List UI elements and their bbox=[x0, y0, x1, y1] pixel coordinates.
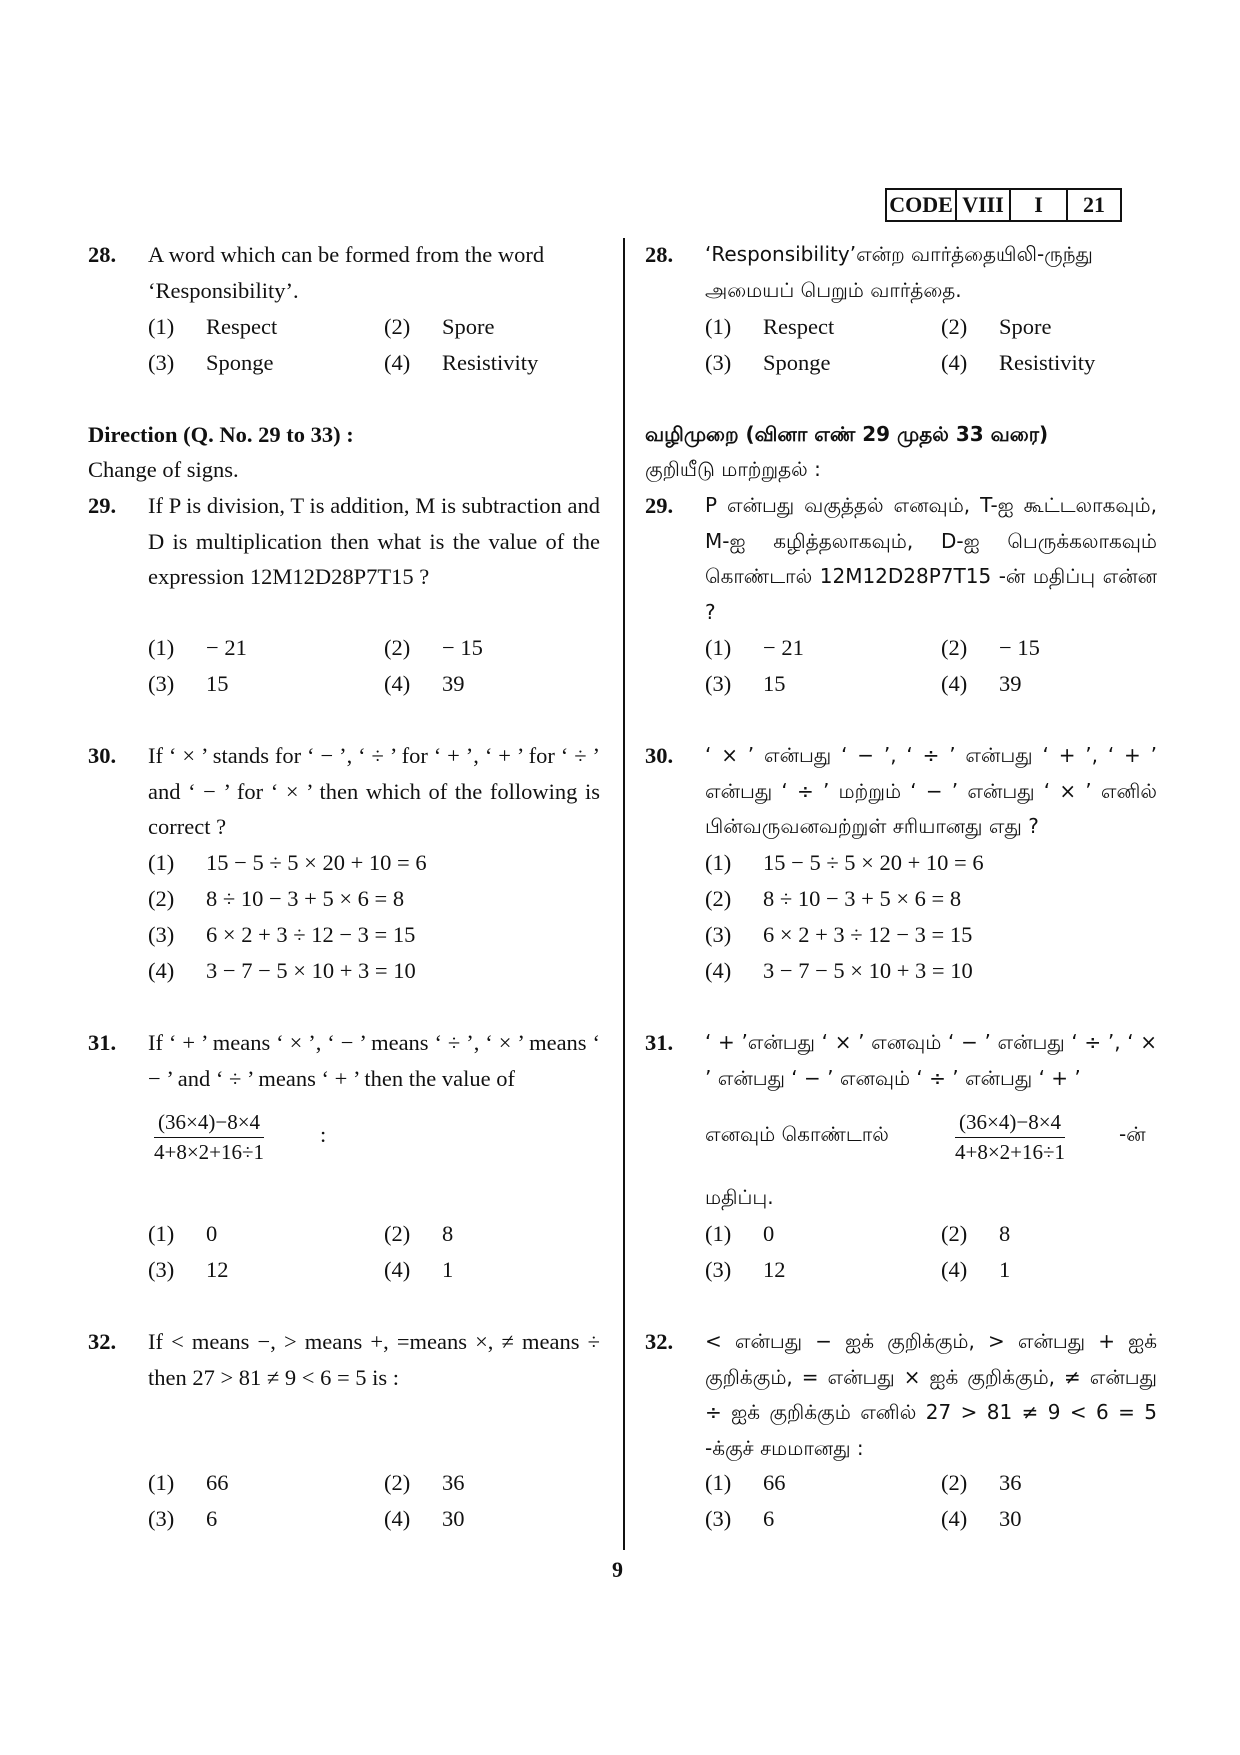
q30-ta-opt4: 3 − 7 − 5 × 10 + 3 = 10 bbox=[763, 958, 973, 983]
q31-fraction bbox=[150, 1110, 268, 1165]
q32-ta-opt4: 30 bbox=[999, 1506, 1022, 1531]
q32-ta-opt2: 36 bbox=[999, 1470, 1022, 1495]
q31-stem: If ‘ + ’ means ‘ × ’, ‘ − ’ means ‘ ÷ ’, ‘ × ’ means ‘ − ’ and ‘ ÷ ’ means ‘ + ’ then the value of bbox=[148, 1030, 600, 1091]
q28-ta-opt2: Spore bbox=[999, 314, 1052, 339]
q31-opt2: 8 bbox=[442, 1221, 454, 1246]
q32-stem: If < means −, > means +, =means ×, ≠ means ÷ then 27 > 81 ≠ 9 < 6 = 5 is : bbox=[148, 1329, 600, 1390]
q31-opt3: 12 bbox=[206, 1257, 229, 1282]
q28-ta-stem: ‘Responsibility’என்ற வார்த்தையிலி-ருந்து அமையப் பெறும் வார்த்தை. bbox=[705, 242, 1093, 302]
q32-opt1-label: (1) bbox=[148, 1470, 175, 1495]
q28-opt3: Sponge bbox=[206, 350, 274, 375]
q28-ta-opt3: Sponge bbox=[763, 350, 831, 375]
q31-ta-stem: ‘ + ’என்பது ‘ × ’ எனவும் ‘ − ’ என்பது ‘ ÷ ’, ‘ × ’ என்பது ‘ − ’ எனவும் ‘ ÷ ’ என்பது ‘ + ’ bbox=[705, 1030, 1157, 1090]
q32-ta-opt3-label: (3) bbox=[705, 1506, 732, 1531]
q31-opt3-label: (3) bbox=[148, 1257, 175, 1282]
q28-ta-opt1-label: (1) bbox=[705, 314, 732, 339]
q31-ta-stem3: மதிப்பு. bbox=[705, 1185, 774, 1209]
q30-opt2-label: (2) bbox=[148, 886, 175, 911]
q32-ta-opt1-label: (1) bbox=[705, 1470, 732, 1495]
page-number: 9 bbox=[612, 1557, 623, 1582]
q30-ta-opt2: 8 ÷ 10 − 3 + 5 × 6 = 8 bbox=[763, 886, 962, 911]
q28-ta-opt3-label: (3) bbox=[705, 350, 732, 375]
q31-fraction-denominator: 4+8×2+16÷1 bbox=[154, 1140, 265, 1164]
q30-ta-opt4-label: (4) bbox=[705, 958, 732, 983]
q30-number: 30. bbox=[88, 743, 117, 768]
q32-ta-opt4-label: (4) bbox=[941, 1506, 968, 1531]
q32-ta-opt1: 66 bbox=[763, 1470, 786, 1495]
q29-opt3-label: (3) bbox=[148, 671, 175, 696]
q30-ta-opt1-label: (1) bbox=[705, 850, 732, 875]
q32-opt3: 6 bbox=[206, 1506, 218, 1531]
q29-ta-opt3: 15 bbox=[763, 671, 786, 696]
q29-ta-opt4-label: (4) bbox=[941, 671, 968, 696]
q31-opt1-label: (1) bbox=[148, 1221, 175, 1246]
q29-number: 29. bbox=[88, 493, 117, 518]
q31-ta-opt3-label: (3) bbox=[705, 1257, 732, 1282]
q29-opt1: − 21 bbox=[206, 635, 247, 660]
q30-stem: If ‘ × ’ stands for ‘ − ’, ‘ ÷ ’ for ‘ + ’, ‘ + ’ for ‘ ÷ ’ and ‘ − ’ for ‘ × ’ then which of the following is correct ? bbox=[148, 743, 600, 839]
q30-opt3-label: (3) bbox=[148, 922, 175, 947]
q32-opt3-label: (3) bbox=[148, 1506, 175, 1531]
q32-opt2: 36 bbox=[442, 1470, 465, 1495]
q29-opt2: − 15 bbox=[442, 635, 483, 660]
direction-subtitle: Change of signs. bbox=[88, 457, 239, 482]
q31-ta-opt2: 8 bbox=[999, 1221, 1011, 1246]
q32-ta-stem: < என்பது − ஐக் குறிக்கும், > என்பது + ஐக் குறிக்கும், = என்பது × ஐக் குறிக்கும், ≠ என்பது ÷ ஐக் குறிக்கும் எனில் 27 > 81 ≠ 9 < 6 = 5 -க்குச் சமமானது : bbox=[705, 1329, 1157, 1460]
q31-opt2-label: (2) bbox=[384, 1221, 411, 1246]
q28-number: 28. bbox=[88, 242, 117, 267]
direction-ta-subtitle: குறியீடு மாற்றுதல் : bbox=[645, 457, 821, 481]
q30-opt4: 3 − 7 − 5 × 10 + 3 = 10 bbox=[206, 958, 416, 983]
direction-ta-title: வழிமுறை (வினா எண் 29 முதல் 33 வரை) bbox=[645, 422, 1049, 446]
q29-ta-opt1-label: (1) bbox=[705, 635, 732, 660]
q28-opt4: Resistivity bbox=[442, 350, 539, 375]
q28-opt4-label: (4) bbox=[384, 350, 411, 375]
q29-opt4-label: (4) bbox=[384, 671, 411, 696]
code-page: 21 bbox=[1066, 190, 1120, 220]
q31-ta-number: 31. bbox=[645, 1030, 674, 1055]
q32-ta-number: 32. bbox=[645, 1329, 674, 1354]
q31-ta-fraction-numerator: (36×4)−8×4 bbox=[955, 1110, 1065, 1138]
q30-ta-opt3-label: (3) bbox=[705, 922, 732, 947]
q32-opt2-label: (2) bbox=[384, 1470, 411, 1495]
q28-opt2: Spore bbox=[442, 314, 495, 339]
q31-opt4-label: (4) bbox=[384, 1257, 411, 1282]
code-paper: I bbox=[1009, 190, 1066, 220]
q29-stem: If P is division, T is addition, M is subtraction and D is multiplication then what is the value of the expression 12M12D28P7T15 ? bbox=[148, 493, 600, 589]
q30-ta-opt1: 15 − 5 ÷ 5 × 20 + 10 = 6 bbox=[763, 850, 984, 875]
code-box bbox=[885, 188, 1122, 222]
q28-ta-number: 28. bbox=[645, 242, 674, 267]
q28-opt2-label: (2) bbox=[384, 314, 411, 339]
q31-ta-opt4-label: (4) bbox=[941, 1257, 968, 1282]
q28-opt1: Respect bbox=[206, 314, 278, 339]
q32-opt4-label: (4) bbox=[384, 1506, 411, 1531]
q31-ta-suffix: -ன் bbox=[1119, 1122, 1146, 1146]
q29-ta-opt4: 39 bbox=[999, 671, 1022, 696]
q32-ta-opt2-label: (2) bbox=[941, 1470, 968, 1495]
q31-ta-fraction-denominator: 4+8×2+16÷1 bbox=[955, 1140, 1066, 1164]
q30-ta-stem: ‘ × ’ என்பது ‘ − ’, ‘ ÷ ’ என்பது ‘ + ’, ‘ + ’ என்பது ‘ ÷ ’ மற்றும் ‘ − ’ என்பது ‘ × ’ எனில் பின்வருவனவற்றுள் சரியானது எது ? bbox=[705, 743, 1157, 838]
q30-opt1-label: (1) bbox=[148, 850, 175, 875]
q30-opt4-label: (4) bbox=[148, 958, 175, 983]
code-label: CODE bbox=[889, 192, 953, 217]
q29-ta-number: 29. bbox=[645, 493, 674, 518]
q31-ta-opt1-label: (1) bbox=[705, 1221, 732, 1246]
q30-opt3: 6 × 2 + 3 ÷ 12 − 3 = 15 bbox=[206, 922, 416, 947]
q31-ta-fraction bbox=[951, 1110, 1069, 1165]
q28-stem: A word which can be formed from the word ‘Responsibility’. bbox=[148, 242, 545, 303]
q31-ta-opt2-label: (2) bbox=[941, 1221, 968, 1246]
q31-opt4: 1 bbox=[442, 1257, 454, 1282]
q29-ta-opt3-label: (3) bbox=[705, 671, 732, 696]
q29-ta-stem: P என்பது வகுத்தல் எனவும், T-ஐ கூட்டலாகவும், M-ஐ கழித்தலாகவும், D-ஐ பெருக்கலாகவும் கொண்டால் 12M12D28P7T15 -ன் மதிப்பு என்ன ? bbox=[705, 493, 1157, 624]
q30-ta-opt3: 6 × 2 + 3 ÷ 12 − 3 = 15 bbox=[763, 922, 973, 947]
q31-ta-stem2: எனவும் கொண்டால் bbox=[705, 1122, 889, 1146]
q31-number: 31. bbox=[88, 1030, 117, 1055]
q32-ta-opt3: 6 bbox=[763, 1506, 775, 1531]
q29-ta-opt1: − 21 bbox=[763, 635, 804, 660]
q28-ta-opt1: Respect bbox=[763, 314, 835, 339]
q31-ta-opt4: 1 bbox=[999, 1257, 1011, 1282]
q28-opt1-label: (1) bbox=[148, 314, 175, 339]
q29-opt1-label: (1) bbox=[148, 635, 175, 660]
q30-opt2: 8 ÷ 10 − 3 + 5 × 6 = 8 bbox=[206, 886, 405, 911]
q29-opt2-label: (2) bbox=[384, 635, 411, 660]
q28-ta-opt4-label: (4) bbox=[941, 350, 968, 375]
q31-colon: : bbox=[320, 1122, 327, 1147]
q32-number: 32. bbox=[88, 1329, 117, 1354]
q29-opt3: 15 bbox=[206, 671, 229, 696]
q29-ta-opt2: − 15 bbox=[999, 635, 1040, 660]
q31-ta-opt1: 0 bbox=[763, 1221, 775, 1246]
q32-opt4: 30 bbox=[442, 1506, 465, 1531]
code-class: VIII bbox=[955, 190, 1009, 220]
q31-opt1: 0 bbox=[206, 1221, 218, 1246]
q29-opt4: 39 bbox=[442, 671, 465, 696]
q31-fraction-numerator: (36×4)−8×4 bbox=[154, 1110, 264, 1138]
q31-ta-opt3: 12 bbox=[763, 1257, 786, 1282]
direction-title: Direction (Q. No. 29 to 33) : bbox=[88, 422, 354, 447]
column-divider bbox=[623, 238, 625, 1550]
q32-opt1: 66 bbox=[206, 1470, 229, 1495]
q28-ta-opt4: Resistivity bbox=[999, 350, 1096, 375]
q28-ta-opt2-label: (2) bbox=[941, 314, 968, 339]
q29-ta-opt2-label: (2) bbox=[941, 635, 968, 660]
q30-opt1: 15 − 5 ÷ 5 × 20 + 10 = 6 bbox=[206, 850, 427, 875]
q30-ta-opt2-label: (2) bbox=[705, 886, 732, 911]
q28-opt3-label: (3) bbox=[148, 350, 175, 375]
q30-ta-number: 30. bbox=[645, 743, 674, 768]
